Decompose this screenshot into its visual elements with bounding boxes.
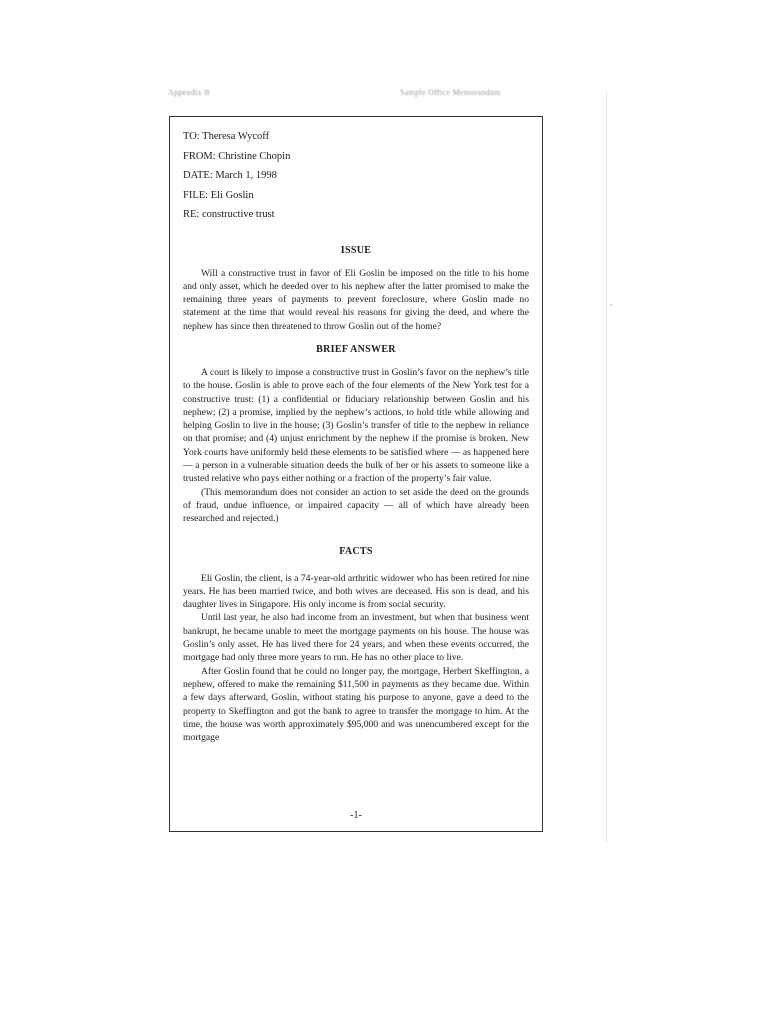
running-head-left: Appendix B <box>168 88 210 97</box>
memo-to-line: TO: Theresa Wycoff <box>183 131 270 142</box>
issue-heading: ISSUE <box>340 244 372 256</box>
page-number: -1- <box>350 810 362 821</box>
memo-file-line: FILE: Eli Goslin <box>183 189 254 201</box>
facts-heading: FACTS <box>339 545 373 557</box>
running-head-right: Sample Office Memorandum <box>400 88 501 97</box>
facts-paragraph: After Goslin found that he could no longer pay, the mortgage, Herbert Skeffington, a nephew, offered to make the remaining $11,500 in payments as they became due. Within a few days afterward, Goslin, without stating his purpose to anyone, gave a deed to the property to Skeffington and got the bank to agree to transfer the mortgage to him. At the time, the house was worth approximately $95,000 and was unencumbered except for the mortgage <box>183 665 529 744</box>
scan-speck <box>610 304 612 306</box>
memo-date-line: DATE: March 1, 1998 <box>183 170 277 181</box>
brief-answer-note-paragraph: (This memorandum does not consider an action to set aside the deed on the grounds of fraud, undue influence, or impaired capacity — all of which have already been researched and rejected.) <box>183 486 529 525</box>
memo-header <box>183 127 529 225</box>
brief-answer-heading: BRIEF ANSWER <box>316 343 396 355</box>
scan-edge-line <box>606 92 607 842</box>
brief-answer-paragraph: A court is likely to impose a constructive trust in Goslin’s favor on the nephew’s title to the house. Goslin is able to prove each of the four elements of the New York test for a constructive trust: (1) a confidential or fiduciary relationship between Goslin and his nephew; (2) a promise, implied by the nephew’s actions, to hold title while allowing and helping Goslin to live in the house; (3) Goslin’s transfer of title to the nephew in reliance on that promise; and (4) unjust enrichment by the nephew if the promise is broken. New York courts have uniformly held these elements to be satisfied where — as happened here — a person in a vulnerable situation deeds the bulk of her or his assets to someone like a trusted relative who pays either nothing or a fraction of the property’s fair value. <box>183 366 529 485</box>
facts-paragraph: Until last year, he also had income from an investment, but when that business went bankrupt, he became unable to meet the mortgage payments on his house. The house was Goslin’s only asset. He has lived there for 24 years, and when these events occurred, the mortgage had only three more years to run. He has no other place to live. <box>183 612 529 664</box>
memo-from-line: FROM: Christine Chopin <box>183 150 291 162</box>
memorandum-page <box>169 116 543 832</box>
memo-re-line: RE: constructive trust <box>183 209 275 220</box>
facts-paragraph: Eli Goslin, the client, is a 74-year-old arthritic widower who has been retired for nine years. He has been married twice, and both wives are deceased. His son is dead, and his daughter lives in Singapore. His only income is from social security. <box>183 572 529 611</box>
issue-paragraph: Will a constructive trust in favor of Eli Goslin be imposed on the title to his home and only asset, which he deeded over to his nephew after the latter promised to make the remaining three years of payments to prevent foreclosure, where Goslin made no statement at the time that would reveal his reasons for giving the deed, and where the nephew has since then threatened to throw Goslin out of the home? <box>183 267 529 332</box>
